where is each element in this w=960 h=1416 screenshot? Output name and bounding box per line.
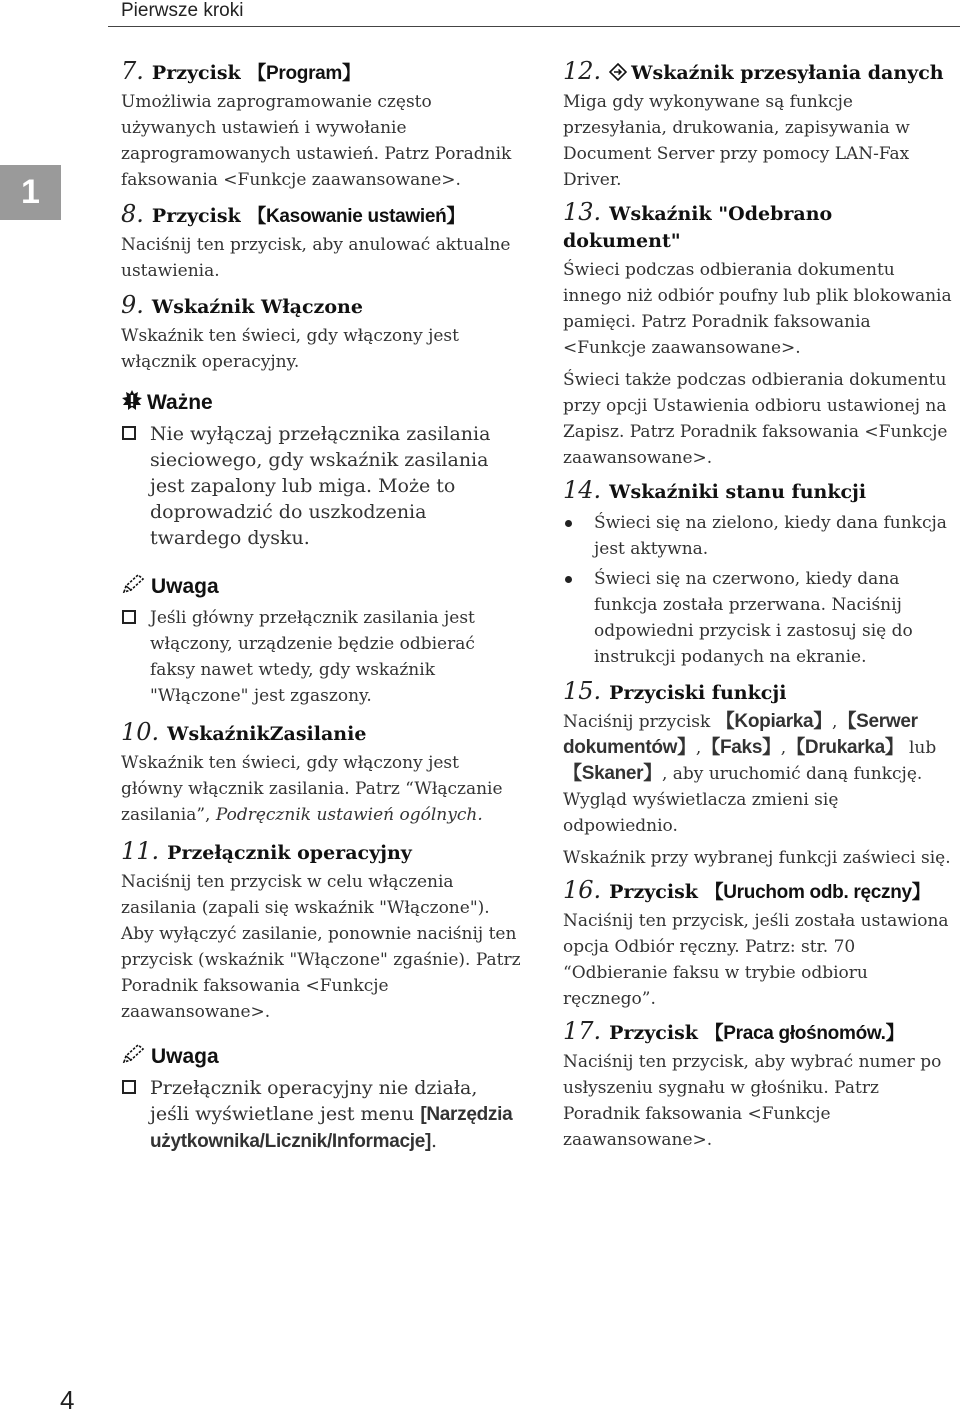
title-text: Przełącznik operacyjny	[167, 842, 412, 864]
chapter-tab: 1	[0, 165, 61, 220]
section-number: 15.	[563, 677, 602, 705]
note-text-pre: Przełącznik operacyjny nie działa, jeśli wyświetlane jest menu	[150, 1077, 478, 1125]
page-number: 4	[60, 1385, 75, 1415]
section-title	[563, 477, 955, 506]
important-icon	[121, 389, 143, 417]
section-12	[563, 58, 955, 193]
list-item	[563, 566, 955, 670]
section-13	[563, 199, 955, 471]
section-body	[121, 750, 521, 828]
separator: ,	[832, 712, 838, 732]
checkbox-bullet-icon	[122, 610, 136, 624]
separator: lub	[903, 738, 937, 758]
section-title	[121, 838, 521, 867]
section-number: 11.	[121, 837, 160, 865]
note-heading	[121, 573, 521, 601]
body-text: , aby uruchomić daną funkcję. Wygląd wyświetlacza zmieni się odpowiednio.	[563, 764, 923, 836]
right-column	[563, 58, 955, 1159]
section-title	[121, 719, 521, 748]
key-label: 【Praca głośnomów.】	[704, 1023, 905, 1044]
important-heading-text: Ważne	[147, 391, 213, 414]
title-text: Przycisk	[151, 205, 248, 227]
title-text: Wskaźnik przesyłania danych	[631, 62, 944, 84]
important-note	[121, 389, 521, 551]
section-body	[563, 709, 955, 839]
section-body: Naciśnij ten przycisk, aby wybrać numer po usłyszeniu sygnału w głośniku. Patrz Poradnik faksowania <Funkcje zaawansowane>.	[563, 1052, 942, 1150]
key-label: 【Program】	[247, 63, 361, 84]
note-heading-text: Uwaga	[151, 1045, 219, 1068]
list-item-text: Świeci się na czerwono, kiedy dana funkcja została przerwana. Naciśnij odpowiedni przycisk i zastosuj się do instrukcji podanych na ekranie.	[594, 569, 913, 667]
bullet-icon	[565, 520, 572, 527]
section-number: 9.	[121, 291, 144, 319]
pencil-icon	[121, 573, 147, 601]
pencil-icon	[121, 1043, 147, 1071]
note-item	[121, 605, 521, 709]
note-1	[121, 573, 521, 709]
section-title	[563, 678, 955, 707]
header-rule	[108, 26, 960, 27]
section-body: Świeci podczas odbierania dokumentu innego niż odbiór poufny lub plik blokowania pamięci. Patrz Poradnik faksowania <Funkcje zaawansowane>.	[563, 260, 952, 358]
section-number: 12.	[563, 57, 602, 85]
manual-reference: Podręcznik ustawień ogólnych.	[215, 805, 483, 825]
section-title	[563, 199, 955, 255]
section-body: Umożliwia zaprogramowanie często używanych ustawień i wywołanie zaprogramowanych ustawień. Patrz Poradnik faksowania <Funkcje zaawansowane>.	[121, 92, 512, 190]
note-text	[150, 1075, 521, 1155]
title-text: WskaźnikZasilanie	[167, 723, 367, 745]
title-text: Wskaźnik "Odebrano dokument"	[563, 203, 833, 252]
section-16	[563, 877, 955, 1012]
note-item	[121, 1075, 521, 1155]
section-title	[121, 58, 521, 87]
bullet-icon	[565, 576, 572, 583]
section-body: Naciśnij ten przycisk w celu włączenia zasilania (zapali się wskaźnik "Włączone"). Aby wyłączyć zasilanie, ponownie naciśnij ten przycisk (wskaźnik "Włączone" zgaśnie). Patrz Poradnik faksowania <Funkcje zaawansowane>.	[121, 872, 521, 1022]
section-body: Naciśnij ten przycisk, aby anulować aktualne ustawienia.	[121, 235, 511, 281]
title-text: Przycisk	[609, 1022, 705, 1044]
section-title	[121, 292, 521, 321]
section-number: 17.	[563, 1017, 602, 1045]
separator: ,	[780, 738, 787, 758]
data-transfer-icon	[609, 62, 631, 84]
key-label-printer: 【Drukarka】	[786, 737, 904, 758]
list-item	[563, 510, 955, 562]
section-8	[121, 201, 521, 284]
section-9	[121, 292, 521, 375]
section-number: 8.	[121, 200, 144, 228]
section-14	[563, 477, 955, 670]
left-column	[121, 58, 521, 1155]
section-11	[121, 838, 521, 1025]
section-title	[563, 1018, 955, 1047]
key-label: 【Uruchom odb. ręczny】	[704, 882, 931, 903]
section-10	[121, 719, 521, 828]
key-label: 【Kasowanie ustawień】	[247, 206, 466, 227]
important-item	[121, 421, 521, 551]
section-body: Miga gdy wykonywane są funkcje przesyłania, drukowania, zapisywania w Document Server przy pomocy LAN-Fax Driver.	[563, 92, 910, 190]
menu-key-label: [Narzędzia użytkownika/Licznik/Informacje]	[150, 1104, 513, 1152]
section-15	[563, 678, 955, 871]
section-number: 13.	[563, 198, 602, 226]
section-body: Wskaźnik przy wybranej funkcji zaświeci się.	[563, 848, 951, 868]
section-number: 16.	[563, 876, 602, 904]
title-text: Wskaźnik Włączone	[151, 296, 363, 318]
section-title	[563, 58, 955, 87]
note-heading	[121, 1043, 521, 1071]
title-text: Przyciski funkcji	[609, 682, 787, 704]
note-text: Jeśli główny przełącznik zasilania jest włączony, urządzenie będzie odbierać faksy nawet wtedy, gdy wskaźnik "Włączone" jest zgaszony.	[150, 608, 475, 706]
body-text: Naciśnij przycisk	[563, 712, 716, 732]
section-7	[121, 58, 521, 193]
note-heading-text: Uwaga	[151, 575, 219, 598]
checkbox-bullet-icon	[122, 426, 136, 440]
important-heading	[121, 389, 521, 417]
section-number: 10.	[121, 718, 160, 746]
checkbox-bullet-icon	[122, 1080, 136, 1094]
section-body: Naciśnij ten przycisk, jeśli została ustawiona opcja Odbiór ręczny. Patrz: str. 70 “Odbieranie faksu w trybie odbioru ręcznego”.	[563, 911, 949, 1009]
running-header: Pierwsze kroki	[121, 0, 244, 21]
section-title	[121, 201, 521, 230]
key-label-fax: 【Faks】	[701, 737, 781, 758]
section-number: 7.	[121, 57, 144, 85]
section-body: Świeci także podczas odbierania dokumentu przy opcji Ustawienia odbioru ustawionej na Zapisz. Patrz Poradnik faksowania <Funkcje zaawansowane>.	[563, 370, 948, 468]
title-text: Przycisk	[151, 62, 248, 84]
note-2	[121, 1043, 521, 1155]
key-label-scanner: 【Skaner】	[563, 763, 662, 784]
section-number: 14.	[563, 476, 602, 504]
title-text: Przycisk	[609, 881, 705, 903]
key-label-copier: 【Kopiarka】	[715, 711, 833, 732]
body-text: Wskaźnik ten świeci, gdy włączony jest główny włącznik zasilania. Patrz “Włączanie zasilania”,	[121, 753, 503, 825]
note-text-post: .	[431, 1130, 438, 1152]
list-item-text: Świeci się na zielono, kiedy dana funkcja jest aktywna.	[594, 513, 947, 559]
important-text: Nie wyłączaj przełącznika zasilania sieciowego, gdy wskaźnik zasilania jest zapalony lub miga. Może to doprowadzić do uszkodzenia twardego dysku.	[150, 423, 491, 549]
key-label-document-server: 【Serwer dokumentów】	[563, 711, 918, 758]
section-17	[563, 1018, 955, 1153]
section-title	[563, 877, 955, 906]
title-text: Wskaźniki stanu funkcji	[609, 481, 867, 503]
separator: ,	[695, 738, 702, 758]
section-body: Wskaźnik ten świeci, gdy włączony jest włącznik operacyjny.	[121, 326, 459, 372]
